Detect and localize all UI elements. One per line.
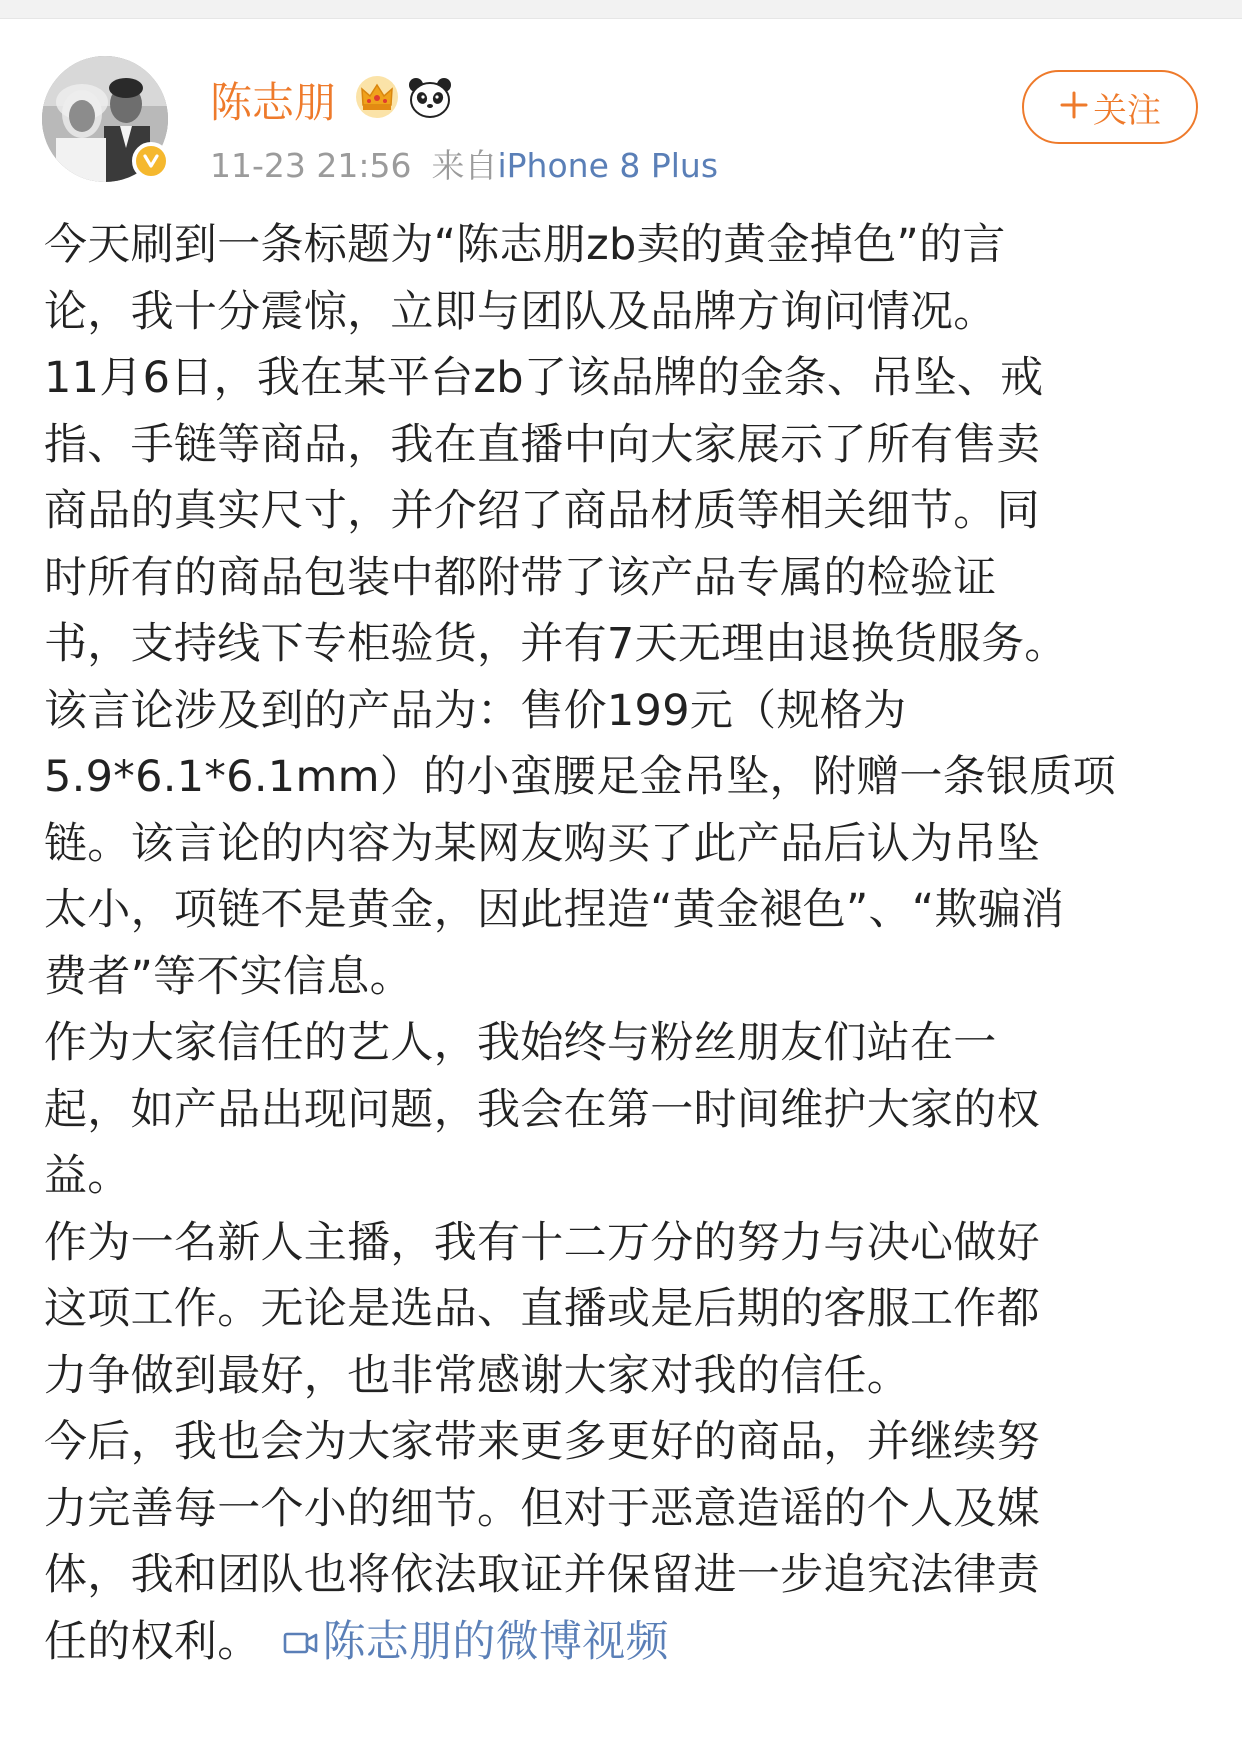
post-line: 11月6日，我在某平台zb了该品牌的金条、吊坠、戒 [44, 353, 1044, 403]
post-line: 今后，我也会为大家带来更多更好的商品，并继续努 [44, 1417, 1040, 1467]
panda-icon [408, 76, 452, 120]
post-line: 指、手链等商品，我在直播中向大家展示了所有售卖 [44, 419, 1040, 470]
video-icon [283, 1628, 319, 1658]
post-meta [210, 140, 718, 187]
avatar[interactable] [42, 56, 168, 182]
post-line: 太小，项链不是黄金，因此捏造“黄金褪色”、“欺骗消 [44, 885, 1065, 935]
post-line: 力完善每一个小的细节。但对于恶意造谣的个人及媒 [44, 1483, 1040, 1534]
post-line-last [44, 1609, 1210, 1676]
plus-icon [1059, 87, 1089, 127]
post-line: 时所有的商品包装中都附带了该产品专属的检验证 [44, 552, 997, 603]
follow-button[interactable] [1022, 70, 1198, 144]
post-body [44, 212, 1210, 1675]
post-line: 体，我和团队也将依法取证并保留进一步追究法律责 [44, 1550, 1040, 1600]
post-line: 这项工作。无论是选品、直播或是后期的客服工作都 [44, 1284, 1040, 1334]
post-timestamp: 11-23 21:56 [210, 146, 412, 185]
post-line: 5.9*6.1*6.1mm）的小蛮腰足金吊坠，附赠一条银质项 [44, 752, 1116, 802]
follow-label: 关注 [1093, 90, 1161, 131]
post-line: 力争做到最好，也非常感谢大家对我的信任。 [44, 1350, 910, 1401]
post-line: 作为大家信任的艺人，我始终与粉丝朋友们站在一 [44, 1018, 997, 1068]
top-divider [0, 0, 1242, 19]
crown-icon [354, 74, 400, 120]
user-name[interactable]: 陈志朋 [210, 78, 337, 127]
video-link[interactable] [283, 1617, 669, 1667]
post-line: 链。该言论的内容为某网友购买了此产品后认为吊坠 [44, 818, 1040, 869]
post-line: 益。 [44, 1151, 131, 1201]
post-line: 今天刷到一条标题为“陈志朋zb卖的黄金掉色”的言 [44, 220, 1006, 270]
post-device[interactable]: iPhone 8 Plus [497, 146, 719, 185]
post-header [0, 18, 1242, 198]
post-source-label: 来自 [431, 146, 498, 185]
post-line: 费者”等不实信息。 [44, 951, 413, 1002]
post-line: 该言论涉及到的产品为：售价199元（规格为 [44, 685, 907, 736]
post-line: 商品的真实尺寸，并介绍了商品材质等相关细节。同 [44, 486, 1040, 536]
post-line: 作为一名新人主播，我有十二万分的努力与决心做好 [44, 1217, 1040, 1268]
verified-badge-icon [132, 142, 170, 180]
post-last-text: 任的权利。 [44, 1616, 261, 1667]
post-line: 论，我十分震惊，立即与团队及品牌方询问情况。 [44, 286, 997, 337]
video-link-label: 陈志朋的微博视频 [322, 1616, 669, 1667]
post-line: 书，支持线下专柜验货，并有7天无理由退换货服务。 [44, 619, 1068, 669]
post-line: 起，如产品出现问题，我会在第一时间维护大家的权 [44, 1084, 1040, 1135]
